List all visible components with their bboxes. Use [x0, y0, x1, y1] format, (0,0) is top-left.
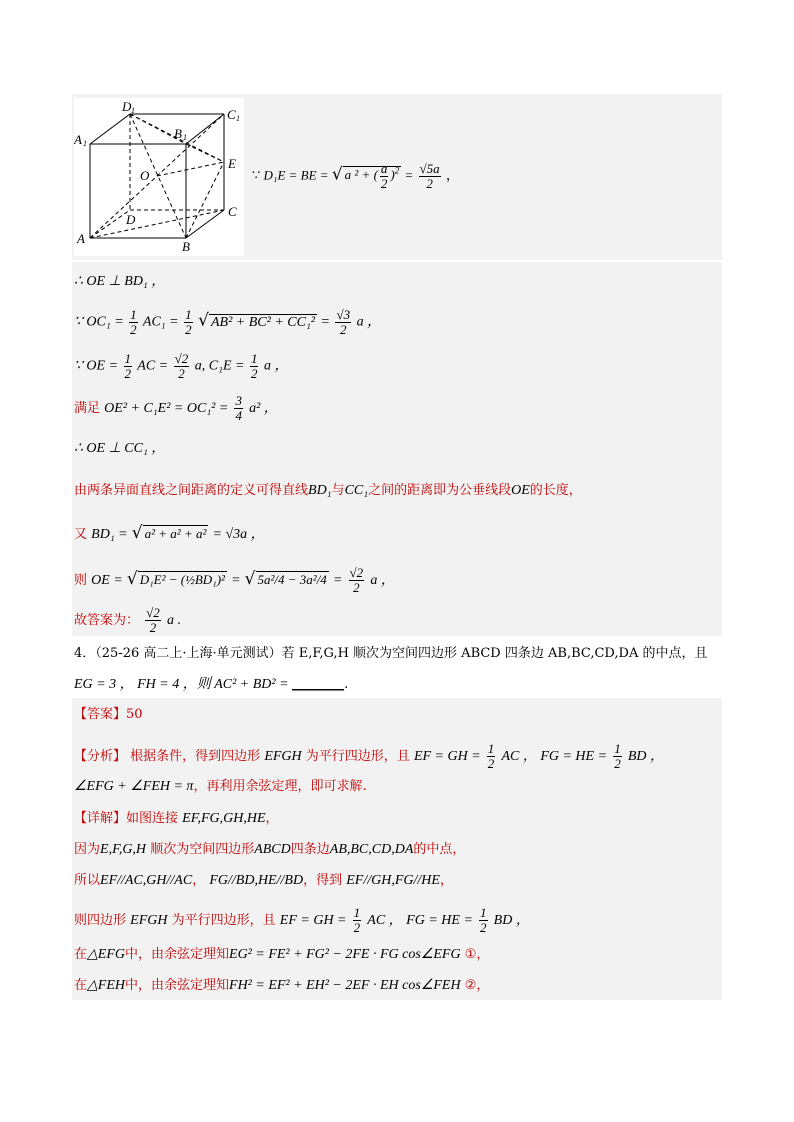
- label-D: D: [126, 212, 136, 227]
- label-D1: D: [122, 99, 132, 114]
- sqrt-expr: a ² + ( $\frac{a}{2}$ )$^2$: [344, 161, 400, 191]
- label-D1-sub: 1: [131, 106, 135, 115]
- label-E: E: [228, 156, 236, 171]
- label-B1-sub: 1: [183, 133, 187, 142]
- q4-line2: EG = 3 ， FH = 4 ，则 AC² + BD² = ________.: [74, 677, 349, 692]
- answer-line: 【答案】50: [74, 707, 143, 722]
- label-B1: B: [174, 126, 182, 141]
- detail-line3: 所以EF//AC,GH//AC， FG//BD,HE//BD，得到 EF//GH,FG//HE，: [74, 873, 453, 888]
- label-A1-sub: 1: [83, 139, 87, 148]
- analysis-line2: ∠EFG + ∠FEH = π，再利用余弦定理，即可求解.: [74, 779, 367, 794]
- sol3-line6: 由两条异面直线之间距离的定义可得直线BD₁与CC₁之间的距离即为公垂线段OE的长度，: [74, 483, 582, 498]
- detail-line2: 因为E,F,G,H 顺次为空间四边形ABCD四条边AB,BC,CD,DA的中点，: [74, 842, 466, 857]
- analysis-line1: 【分析】 根据条件，得到四边形 EFGH 为平行四边形，且 EF = GH = $\frac{1}{2}$ AC ， FG = HE = $\frac{1}{2}$ BD ，: [74, 741, 664, 771]
- cube-figure: [74, 98, 244, 256]
- answer-blank: ________: [292, 677, 345, 692]
- q4-line1: 4．（25-26 高二上·上海·单元测试）若 E,F,G,H 顺次为空间四边形 ABCD 四条边 AB,BC,CD,DA 的中点，且: [74, 646, 708, 661]
- sol3-line5: ∴ OE ⊥ CC₁ ，: [74, 441, 166, 456]
- sol3-line2: ∵ OC₁ = $\frac{1}{2}$ AC₁ = $\frac{1}{2}$ √ AB² + BC² + CC₁² = $\frac{√3}{2}$ a ，: [74, 307, 382, 337]
- detail-line5: 在△EFG中，由余弦定理知EG² = FE² + FG² − 2FE · FG cos∠EFG ①，: [74, 947, 490, 962]
- label-A: A: [77, 231, 85, 246]
- label-C: C: [228, 204, 237, 219]
- sol3-line1: ∴ OE ⊥ BD₁ ，: [74, 274, 166, 289]
- label-C1: C: [227, 107, 236, 122]
- detail-line6: 在△FEH中，由余弦定理知FH² = EF² + EH² − 2EF · EH cos∠FEH ②，: [74, 978, 490, 993]
- cube-diagram: [74, 98, 244, 256]
- sol3-line3: ∵ OE = $\frac{1}{2}$ AC = $\frac{√2}{2}$ a, C₁E = $\frac{1}{2}$ a ，: [74, 351, 289, 381]
- detail-line1: 【详解】如图连接 EF,FG,GH,HE，: [74, 811, 279, 826]
- sol3-line4: 满足 OE² + C₁E² = OC₁² = $\frac{3}{4}$ a² ，: [74, 393, 278, 423]
- detail-line4: 则四边形 EFGH 为平行四边形，且 EF = GH = $\frac{1}{2}$ AC ， FG = HE = $\frac{1}{2}$ BD ，: [74, 905, 530, 935]
- label-B: B: [182, 239, 190, 254]
- label-A1: A: [74, 132, 82, 147]
- sol3-line0: ∵ D₁E = BE = √ a ² + ( $\frac{a}{2}$ )$^2$ = $\frac{√5a}{2}$ ，: [252, 161, 459, 191]
- sol3-line7: 又 BD₁ = √ a² + a² + a² = √3a ，: [74, 523, 265, 543]
- label-O: O: [140, 168, 150, 183]
- sol3-line9: 故答案为： $\frac{√2}{2}$ a .: [74, 605, 181, 635]
- label-C1-sub: 1: [236, 114, 240, 123]
- sol3-line8: 则 OE = √ D₁E² − (½BD₁)² = √ 5a²/4 − 3a²/4 = $\frac{√2}{2}$ a ，: [74, 565, 395, 595]
